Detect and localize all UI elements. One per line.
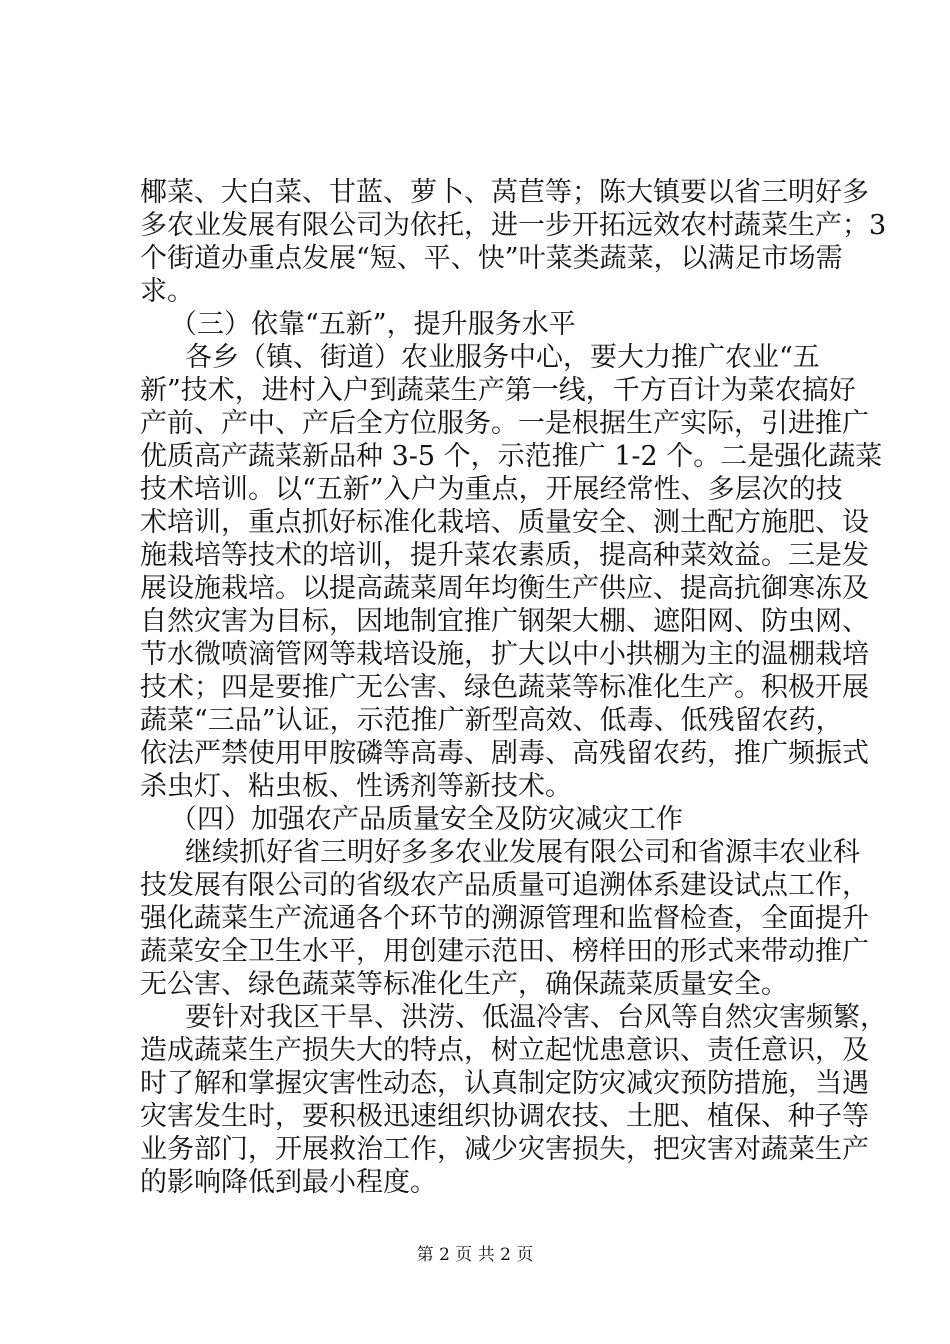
body-text-line: 蔬菜“三品”认证，示范推广新型高效、低毒、低残留农药， [140, 705, 843, 736]
body-text-line: 强化蔬菜生产流通各个环节的溯源管理和监督检查，全面提升 [140, 903, 869, 934]
body-text-line: 杀虫灯、粘虫板、性诱剂等新技术。 [140, 771, 572, 802]
body-text-line: 产前、产中、产后全方位服务。一是根据生产实际，引进推广 [140, 408, 869, 439]
body-text-line: 多农业发展有限公司为依托，进一步开拓远效农村蔬菜生产；3 [140, 210, 887, 241]
body-text-line: 求。 [140, 276, 194, 307]
body-text-line: 依法严禁使用甲胺磷等高毒、剧毒、高残留农药，推广频振式 [140, 738, 869, 769]
body-text-line: 无公害、绿色蔬菜等标准化生产，确保蔬菜质量安全。 [140, 969, 788, 1000]
body-text-line: 术培训，重点抓好标准化栽培、质量安全、测土配方施肥、设 [140, 507, 869, 538]
body-text-line: 蔬菜安全卫生水平，用创建示范田、榜样田的形式来带动推广 [140, 936, 869, 967]
body-text-line: 施栽培等技术的培训，提升菜农素质，提高种菜效益。三是发 [140, 540, 869, 571]
body-text-line: 新”技术，进村入户到蔬菜生产第一线，千方百计为菜农搞好 [140, 375, 856, 406]
body-text-line: 优质高产蔬菜新品种 3-5 个，示范推广 1-2 个。二是强化蔬菜 [140, 441, 883, 472]
body-text-line: 技发展有限公司的省级农产品质量可追溯体系建设试点工作， [140, 870, 869, 901]
body-text-line: 灾害发生时，要积极迅速组织协调农技、土肥、植保、种子等 [140, 1101, 869, 1132]
body-text-line: 业务部门，开展救治工作，减少灾害损失，把灾害对蔬菜生产 [140, 1134, 869, 1165]
body-text-line: 技术培训。以“五新”入户为重点，开展经常性、多层次的技 [140, 474, 843, 505]
body-text-line: 继续抓好省三明好多多农业发展有限公司和省源丰农业科 [185, 837, 860, 868]
body-text-line: 各乡（镇、街道）农业服务中心，要大力推广农业“五 [185, 342, 820, 373]
body-text-line: 椰菜、大白菜、甘蓝、萝卜、莴苣等；陈大镇要以省三明好多 [140, 177, 869, 208]
body-text-line: 造成蔬菜生产损失大的特点，树立起忧患意识、责任意识，及 [140, 1035, 869, 1066]
section-heading: （四）加强农产品质量安全及防灾减灾工作 [170, 804, 683, 835]
body-text-line: 时了解和掌握灾害性动态，认真制定防灾减灾预防措施，当遇 [140, 1068, 869, 1099]
body-text-line: 技术；四是要推广无公害、绿色蔬菜等标准化生产。积极开展 [140, 672, 869, 703]
body-text-line: 自然灾害为目标，因地制宜推广钢架大棚、遮阳网、防虫网、 [140, 606, 869, 637]
body-text-line: 个街道办重点发展“短、平、快”叶菜类蔬菜，以满足市场需 [140, 243, 843, 274]
body-text-line: 展设施栽培。以提高蔬菜周年均衡生产供应、提高抗御寒冻及 [140, 573, 869, 604]
body-text-line: 要针对我区干旱、洪涝、低温冷害、台风等自然灾害频繁， [185, 1002, 887, 1033]
page-footer: 第 2 页 共 2 页 [416, 1245, 534, 1265]
section-heading: （三）依靠“五新”，提升服务水平 [170, 309, 576, 340]
body-text-line: 节水微喷滴管网等栽培设施，扩大以中小拱棚为主的温棚栽培 [140, 639, 869, 670]
body-text-line: 的影响降低到最小程度。 [140, 1167, 437, 1198]
